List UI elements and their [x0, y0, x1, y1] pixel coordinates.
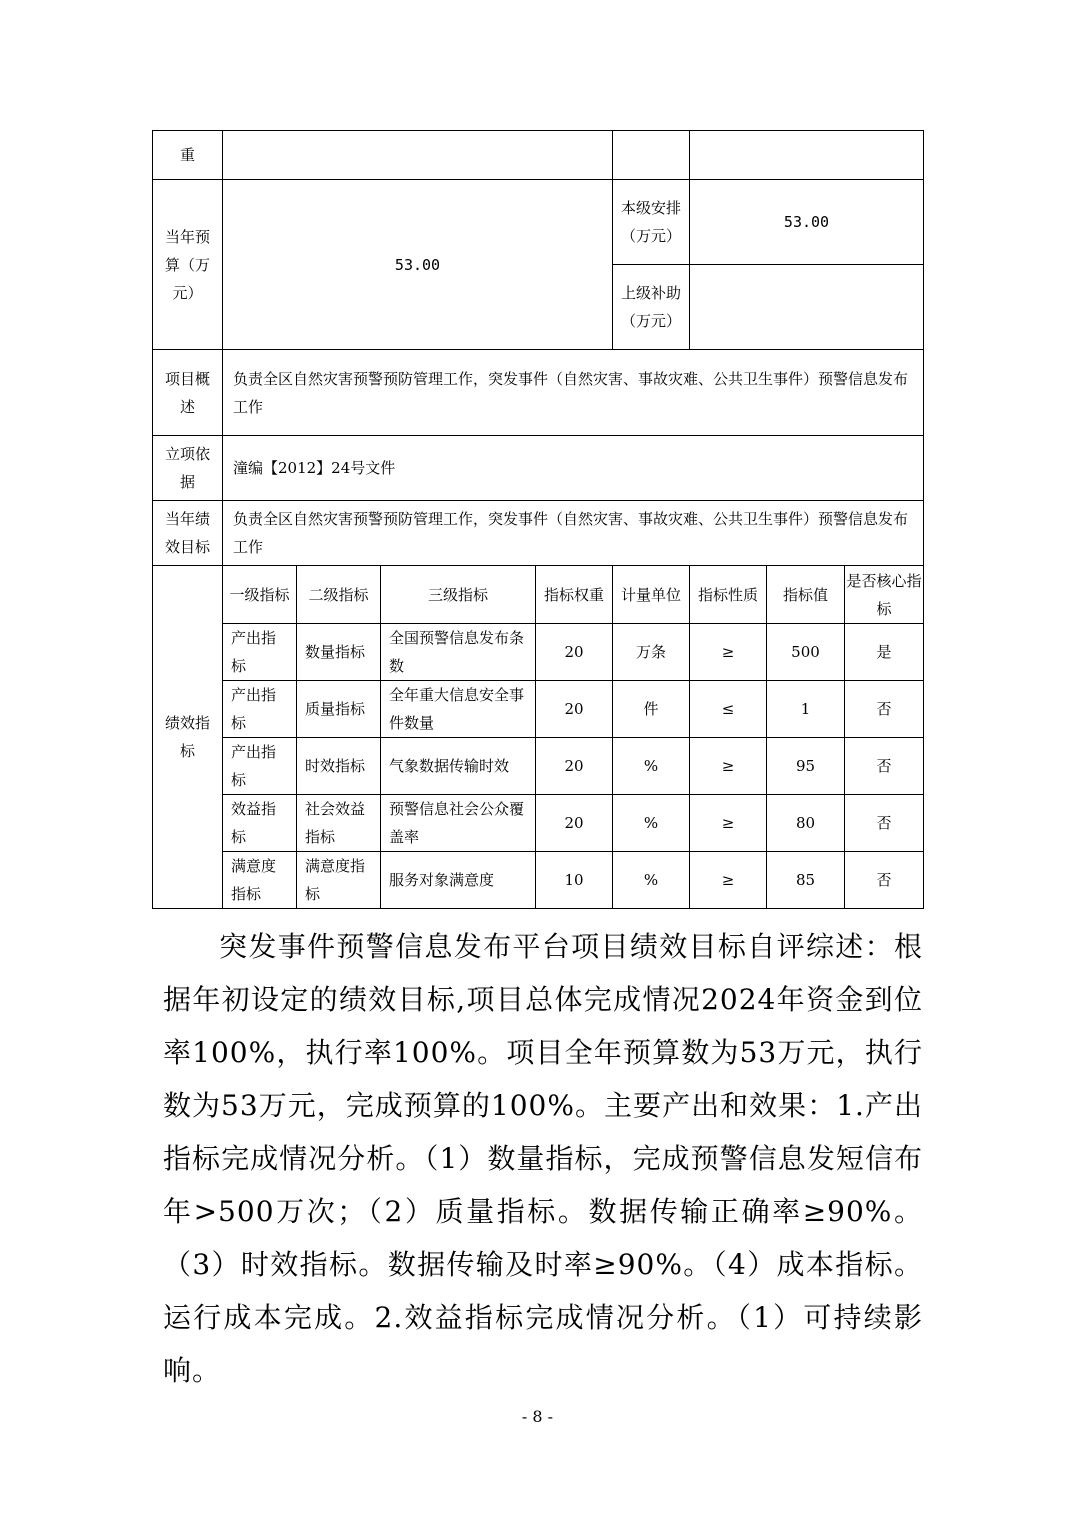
- cell-level1: 产出指标: [223, 624, 297, 681]
- cell-value: 80: [767, 795, 845, 852]
- cell-nature: ≥: [690, 795, 767, 852]
- overview-row: [153, 350, 924, 436]
- cell-level1: 产出指标: [223, 738, 297, 795]
- basis-label: 立项依据: [153, 436, 223, 501]
- local-label: 本级安排（万元）: [613, 180, 690, 265]
- cell-unit: %: [613, 852, 690, 909]
- page-number: - 8 -: [521, 1407, 554, 1426]
- cell-nature: ≤: [690, 681, 767, 738]
- cell-unit: 件: [613, 681, 690, 738]
- cell-level1: 满意度指标: [223, 852, 297, 909]
- cell-unit: %: [613, 738, 690, 795]
- weight-row-label: 重: [153, 131, 223, 180]
- goal-text: 负责全区自然灾害预警预防管理工作，突发事件（自然灾害、事故灾难、公共卫生事件）预警信息发布工作: [223, 501, 924, 566]
- cell-level3: 全年重大信息安全事件数量: [381, 681, 536, 738]
- header-unit: 计量单位: [613, 566, 690, 624]
- weight-row-mid-blank: [613, 131, 690, 180]
- table-row: [153, 624, 924, 681]
- header-level3: 三级指标: [381, 566, 536, 624]
- weight-row-blank: [223, 131, 613, 180]
- cell-level3: 服务对象满意度: [381, 852, 536, 909]
- table-row: [153, 738, 924, 795]
- cell-level3: 气象数据传输时效: [381, 738, 536, 795]
- cell-value: 95: [767, 738, 845, 795]
- indicators-label: 绩效指标: [153, 566, 223, 909]
- table-row: [153, 681, 924, 738]
- cell-core: 否: [845, 738, 924, 795]
- overview-label: 项目概述: [153, 350, 223, 436]
- cell-level3: 全国预警信息发布条数: [381, 624, 536, 681]
- cell-weight: 20: [536, 681, 613, 738]
- cell-level1: 产出指标: [223, 681, 297, 738]
- header-nature: 指标性质: [690, 566, 767, 624]
- header-level1: 一级指标: [223, 566, 297, 624]
- header-core: 是否核心指标: [845, 566, 924, 624]
- cell-level2: 数量指标: [297, 624, 381, 681]
- header-level2: 二级指标: [297, 566, 381, 624]
- cell-weight: 10: [536, 852, 613, 909]
- weight-row: [153, 131, 924, 180]
- budget-label: 当年预算（万元）: [153, 180, 223, 350]
- cell-core: 是: [845, 624, 924, 681]
- cell-level2: 满意度指标: [297, 852, 381, 909]
- local-value: 53.00: [690, 180, 924, 265]
- table-row: [153, 852, 924, 909]
- cell-weight: 20: [536, 624, 613, 681]
- indicator-header-row: [153, 566, 924, 624]
- self-evaluation-paragraph: [163, 920, 923, 1397]
- weight-row-right-blank: [690, 131, 924, 180]
- cell-level1: 效益指标: [223, 795, 297, 852]
- upper-value: [690, 265, 924, 350]
- cell-nature: ≥: [690, 852, 767, 909]
- cell-value: 1: [767, 681, 845, 738]
- cell-level2: 时效指标: [297, 738, 381, 795]
- cell-core: 否: [845, 681, 924, 738]
- cell-nature: ≥: [690, 624, 767, 681]
- goal-label: 当年绩效目标: [153, 501, 223, 566]
- cell-unit: 万条: [613, 624, 690, 681]
- performance-table: [152, 130, 924, 909]
- cell-level2: 质量指标: [297, 681, 381, 738]
- basis-row: [153, 436, 924, 501]
- goal-row: [153, 501, 924, 566]
- upper-label: 上级补助（万元）: [613, 265, 690, 350]
- header-value: 指标值: [767, 566, 845, 624]
- header-weight: 指标权重: [536, 566, 613, 624]
- cell-core: 否: [845, 795, 924, 852]
- cell-weight: 20: [536, 795, 613, 852]
- overview-text: 负责全区自然灾害预警预防管理工作，突发事件（自然灾害、事故灾难、公共卫生事件）预警信息发布工作: [223, 350, 924, 436]
- cell-nature: ≥: [690, 738, 767, 795]
- cell-level3: 预警信息社会公众覆盖率: [381, 795, 536, 852]
- cell-value: 500: [767, 624, 845, 681]
- cell-weight: 20: [536, 738, 613, 795]
- cell-core: 否: [845, 852, 924, 909]
- basis-text: 潼编【2012】24号文件: [223, 436, 924, 501]
- paragraph-text: 突发事件预警信息发布平台项目绩效目标自评综述：根据年初设定的绩效目标,项目总体完成情况2024年资金到位率100%，执行率100%。项目全年预算数为53万元，执行数为53万元，完成预算的100%。主要产出和效果：1.产出指标完成情况分析。（1）数量指标，完成预警信息发短信布年>500万次；（2）质量指标。数据传输正确率≥90%。（3）时效指标。数据传输及时率≥90%。（4）成本指标。运行成本完成。2.效益指标完成情况分析。（1）可持续影响。: [163, 930, 923, 1387]
- cell-value: 85: [767, 852, 845, 909]
- cell-unit: %: [613, 795, 690, 852]
- budget-row: [153, 180, 924, 265]
- budget-total: 53.00: [223, 180, 613, 350]
- table-row: [153, 795, 924, 852]
- cell-level2: 社会效益指标: [297, 795, 381, 852]
